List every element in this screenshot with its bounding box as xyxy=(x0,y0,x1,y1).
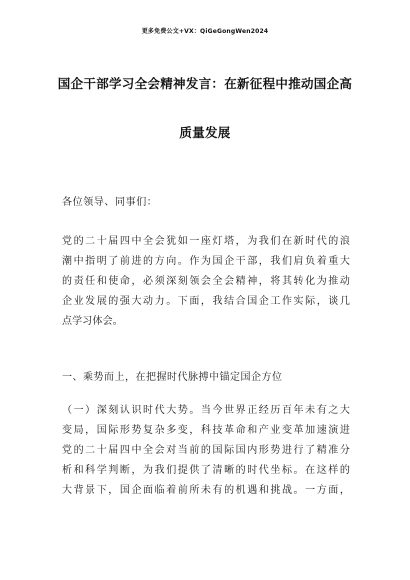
paragraph-line: 党的二十届四中全会犹如一座灯塔，为我们在新时代的浪 xyxy=(62,236,350,247)
paragraph-line: 变局，国际形势复杂多变，科技革命和产业变革加速演进 xyxy=(62,425,350,436)
paragraph-line: 企业发展的强大动力。下面，我结合国企工作实际，谈几 xyxy=(62,296,350,307)
paragraph-line: 党的二十届四中全会对当前的国际国内形势进行了精准分 xyxy=(62,445,350,456)
paragraph-line: 析和科学判断，为我们提供了清晰的时代坐标。在这样的 xyxy=(62,465,350,476)
paragraph-section1-part1 xyxy=(62,401,350,501)
document-title-line-2: 质量发展 xyxy=(179,125,231,140)
salutation: 各位领导、同事们： xyxy=(62,197,158,208)
section-heading-1: 一、乘势而上，在把握时代脉搏中锚定国企方位 xyxy=(62,372,283,383)
header-note: 更多免费公文+VX：QiGeGongWen2024 xyxy=(141,28,269,35)
paragraph-line: 点学习体会。 xyxy=(62,316,123,327)
paragraph-line: （一）深刻认识时代大势。当今世界正经历百年未有之大 xyxy=(62,405,350,416)
paragraph-line: 的责任和使命，必须深刻领会全会精神，将其转化为推动 xyxy=(62,276,350,287)
paragraph-line: 潮中指明了前进的方向。作为国企干部，我们肩负着重大 xyxy=(62,256,350,267)
paragraph-intro xyxy=(62,232,350,332)
paragraph-line: 大背景下，国企面临着前所未有的机遇和挑战。一方面， xyxy=(62,485,350,496)
document-title-line-1: 国企干部学习全会精神发言：在新征程中推动国企高 xyxy=(57,76,353,91)
